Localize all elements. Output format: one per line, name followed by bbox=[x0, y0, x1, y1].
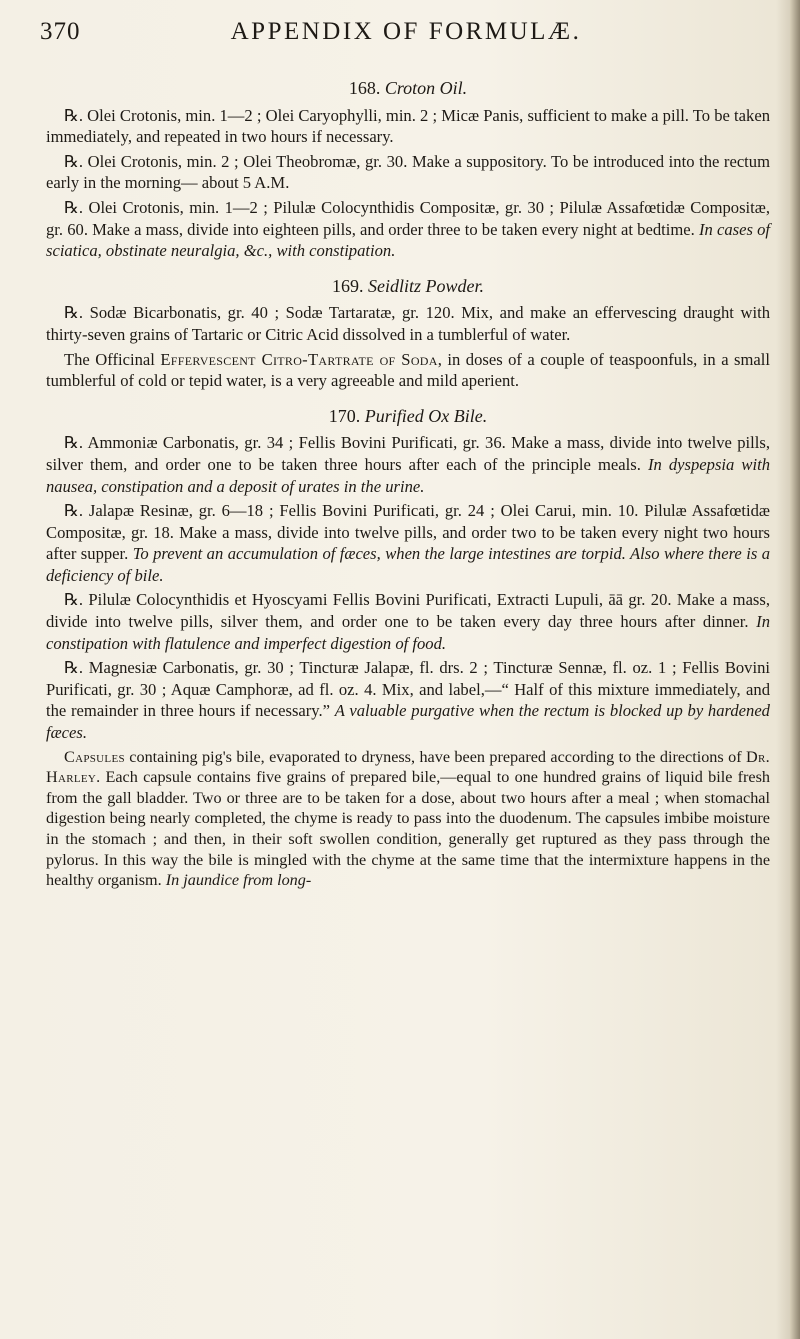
section-number: 169. bbox=[332, 275, 364, 296]
paragraph-text: ℞. Jalapæ Resinæ, gr. 6—18 ; Fellis Bovini Purificati, gr. 24 ; Olei Carui, min. 10. Pilulæ Assafœtidæ Compositæ, gr. 18. Make a mass, divide into twelve pills, and order two to be taken every night two hours after supper. bbox=[46, 501, 770, 564]
italic-note: In jaundice from long- bbox=[165, 871, 312, 890]
small-caps-text: Capsules bbox=[64, 747, 125, 766]
italic-note: In cases of sciatica, obstinate neuralgia, &c., with constipation. bbox=[46, 219, 770, 261]
paragraph-text: containing pig's bile, evaporated to dryness, have been prepared according to the directions of bbox=[124, 747, 747, 766]
formula-paragraph bbox=[46, 589, 770, 654]
formula-paragraph bbox=[46, 151, 770, 194]
paragraph-text: ℞. Olei Crotonis, min. 1—2 ; Pilulæ Colocynthidis Compositæ, gr. 30 ; Pilulæ Assafœtidæ Compositæ, gr. 60. Make a mass, divide into eighteen pills, and order three to be taken every night at bedtime. bbox=[46, 197, 770, 239]
formula-paragraph bbox=[46, 657, 770, 743]
italic-note: To prevent an accumulation of fæces, when the large intestines are torpid. Also where there is a deficiency of bile. bbox=[46, 544, 770, 585]
paragraph-text: ℞. Pilulæ Colocynthidis et Hyoscyami Fellis Bovini Purificati, Extracti Lupuli, āā gr. 20. Make a mass, divide into twelve pills, silver them, and order one to be taken every day three hours after dinner. bbox=[46, 590, 770, 632]
section-number: 170. bbox=[328, 405, 361, 426]
paragraph-text: ℞. Ammoniæ Carbonatis, gr. 34 ; Fellis Bovini Purificati, gr. 36. Make a mass, divide into twelve pills, silver them, and order one to be taken three hours after each of the principle meals. bbox=[46, 433, 770, 474]
page-body bbox=[46, 78, 770, 894]
formula-paragraph bbox=[46, 197, 770, 262]
italic-note: In dyspepsia with nausea, constipation and a deposit of urates in the urine. bbox=[46, 454, 771, 496]
formula-paragraph bbox=[46, 105, 770, 148]
page-edge-shadow bbox=[790, 0, 800, 1339]
paragraph-text: ℞. Magnesiæ Carbonatis, gr. 30 ; Tincturæ Jalapæ, fl. drs. 2 ; Tincturæ Sennæ, fl. oz. 1 ; Fellis Bovini Purificati, gr. 30 ; Aquæ Camphoræ, ad fl. oz. 4. Mix, and label,—“ Half of this mixture immediately, and the remainder in three hours if necessary.” bbox=[46, 658, 770, 721]
paragraph-text: ℞. Olei Crotonis, min. 1—2 ; Olei Caryophylli, min. 2 ; Micæ Panis, sufficient to make a pill. To be taken immediately, and repeated in two hours if necessary. bbox=[46, 105, 770, 147]
formula-paragraph bbox=[46, 302, 770, 345]
small-caps-text: Effervescent Citro-Tartrate of Soda bbox=[160, 349, 438, 369]
section-title bbox=[46, 406, 770, 428]
section-title-text: Seidlitz Powder. bbox=[368, 275, 484, 296]
small-caps-text: Dr. Harley bbox=[46, 747, 770, 787]
italic-note: A valuable purgative when the rectum is blocked up by hardened fæces. bbox=[46, 701, 770, 743]
italic-note: In constipation with flatulence and imperfect digestion of food. bbox=[46, 612, 770, 653]
formula-paragraph bbox=[46, 747, 770, 891]
paragraph-text: , in doses of a couple of teaspoonfuls, in a small tumblerful of cold or tepid water, is a very agreeable and mild aperient. bbox=[46, 349, 770, 391]
formula-paragraph bbox=[46, 432, 770, 497]
section-title-text: Croton Oil. bbox=[384, 78, 468, 98]
page-header bbox=[40, 12, 772, 52]
page-number: 370 bbox=[40, 18, 81, 45]
running-head: APPENDIX OF FORMULÆ. bbox=[230, 18, 582, 45]
formula-paragraph bbox=[46, 349, 770, 392]
section-title-text: Purified Ox Bile. bbox=[364, 405, 488, 426]
section-gap bbox=[46, 395, 770, 406]
paragraph-text: The Officinal bbox=[64, 349, 161, 369]
section-number: 168. bbox=[348, 78, 381, 98]
section-gap bbox=[46, 265, 770, 276]
paragraph-text: . Each capsule contains five grains of prepared bile,—equal to one hundred grains of liquid bile fresh from the gall bladder. Two or three are to be taken for a dose, about two hours after a meal ; when stomachal digestion being nearly completed, the chyme is ready to pass into the duodenum. The capsules imbibe moisture in the stomach ; and then, in their soft swollen condition, generally get ruptured as they pass through the pylorus. In this way the bile is mingled with the chyme at the same time that the intermixture happens in the healthy organism. bbox=[46, 768, 770, 890]
paragraph-text: ℞. Sodæ Bicarbonatis, gr. 40 ; Sodæ Tartaratæ, gr. 120. Mix, and make an effervescing draught with thirty-seven grains of Tartaric or Citric Acid dissolved in a tumblerful of water. bbox=[46, 303, 770, 344]
formula-paragraph bbox=[46, 500, 770, 586]
section-title bbox=[46, 78, 770, 100]
paragraph-text: ℞. Olei Crotonis, min. 2 ; Olei Theobromæ, gr. 30. Make a suppository. To be introduced into the rectum early in the morning— about 5 A.M. bbox=[46, 151, 770, 193]
section-title bbox=[46, 276, 770, 298]
